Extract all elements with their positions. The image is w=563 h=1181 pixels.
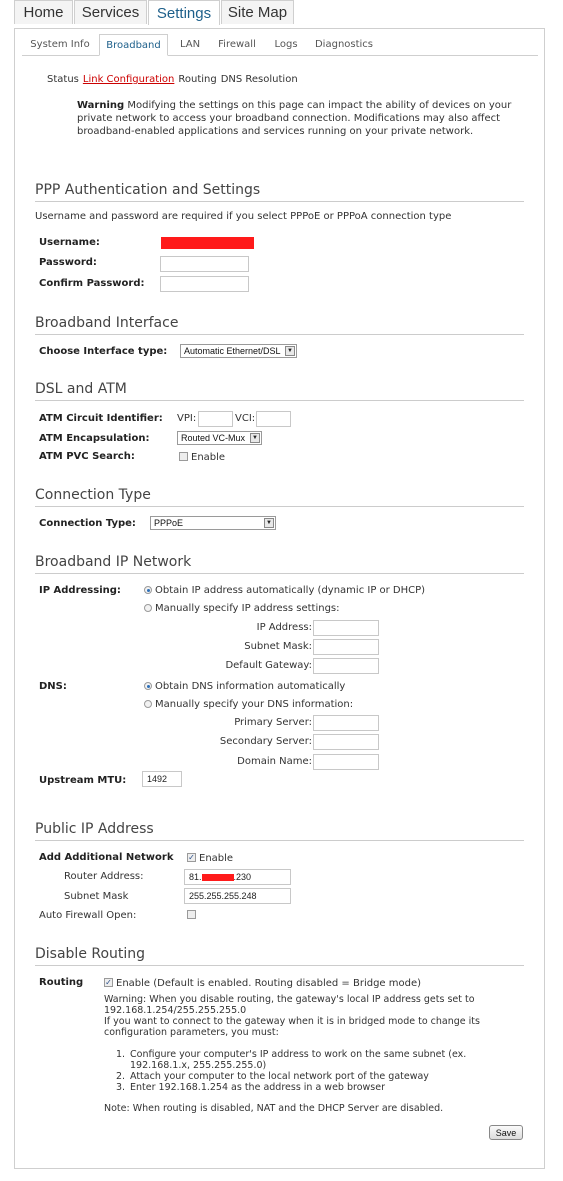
router-address-field[interactable] xyxy=(184,869,291,885)
step-text: Configure your computer's IP address to work on the same subnet (ex. 192.168.1.x, 255.255.255.0) xyxy=(130,1049,467,1071)
interface-type-select[interactable] xyxy=(180,344,297,358)
warning-message xyxy=(77,99,527,138)
chevron-down-icon: ▼ xyxy=(285,346,295,356)
section-routing-heading: Disable Routing xyxy=(35,946,146,962)
username-field[interactable] xyxy=(161,237,254,249)
secondary-server-field[interactable] xyxy=(313,734,379,750)
confirm-password-label: Confirm Password: xyxy=(39,278,145,289)
subnet-mask-field[interactable] xyxy=(313,639,379,655)
pvc-search-enable-label: Enable xyxy=(191,452,226,463)
secondary-server-label: Secondary Server: xyxy=(219,736,312,747)
routing-label: Routing xyxy=(39,977,84,988)
routing-note: Note: When routing is disabled, NAT and the DHCP Server are disabled. xyxy=(104,1103,444,1114)
top-tab-home[interactable]: Home xyxy=(14,0,73,24)
top-tab-site-map[interactable]: Site Map xyxy=(221,0,294,24)
save-button[interactable]: Save xyxy=(489,1125,523,1140)
routing-warning-line3: If you want to connect to the gateway when it is in bridged mode to change its configuration parameters, you must: xyxy=(104,1016,480,1038)
ppp-note: Username and password are required if you select PPPoE or PPPoA connection type xyxy=(35,211,452,222)
subnav-dns-resolution[interactable]: DNS Resolution xyxy=(220,74,298,85)
section-divider xyxy=(35,506,524,507)
add-network-enable-label: Enable xyxy=(199,853,234,864)
ip-address-field[interactable] xyxy=(313,620,379,636)
top-tab-services[interactable]: Services xyxy=(74,0,147,24)
connection-type-label: Connection Type: xyxy=(39,518,136,529)
add-network-checkbox[interactable]: ✓ xyxy=(188,853,195,862)
atm-encapsulation-label: ATM Encapsulation: xyxy=(39,433,150,444)
step-number: 3. xyxy=(116,1082,126,1093)
step-text: Attach your computer to the local network port of the gateway xyxy=(130,1071,429,1082)
chevron-down-icon: ▼ xyxy=(264,518,274,528)
tab-broadband[interactable]: Broadband xyxy=(99,34,168,56)
tab-diagnostics[interactable]: Diagnostics xyxy=(314,39,374,50)
auto-ip-radio[interactable] xyxy=(144,586,152,594)
ip-address-label: IP Address: xyxy=(256,622,312,633)
section-divider xyxy=(35,201,524,202)
tab-logs[interactable]: Logs xyxy=(274,39,298,50)
dns-label: DNS: xyxy=(39,681,67,692)
username-label: Username: xyxy=(39,237,100,248)
list-item xyxy=(116,1082,516,1093)
section-connection-heading: Connection Type xyxy=(35,487,151,503)
warning-title: Warning xyxy=(77,100,125,111)
step-number: 2. xyxy=(116,1071,126,1082)
atm-encapsulation-select[interactable] xyxy=(177,431,262,445)
routing-enable-label: Enable (Default is enabled. Routing disabled = Bridge mode) xyxy=(116,978,422,989)
pvc-search-checkbox[interactable] xyxy=(179,452,188,461)
public-subnet-label: Subnet Mask xyxy=(64,891,129,902)
warning-text: Modifying the settings on this page can impact the ability of devices on your private network to access your broadband connection. Modifications may also affect broadband-enabled applications and services running on your private network. xyxy=(77,100,512,137)
domain-name-label: Domain Name: xyxy=(237,756,312,767)
router-address-label: Router Address: xyxy=(64,871,144,882)
manual-dns-label: Manually specify your DNS information: xyxy=(155,699,354,710)
upstream-mtu-field[interactable]: 1492 xyxy=(142,771,182,787)
atm-circuit-label: ATM Circuit Identifier: xyxy=(39,413,163,424)
default-gateway-field[interactable] xyxy=(313,658,379,674)
auto-firewall-checkbox[interactable] xyxy=(187,910,196,919)
manual-ip-label: Manually specify IP address settings: xyxy=(155,603,340,614)
subnav-link-configuration[interactable]: Link Configuration xyxy=(82,74,175,85)
subnav-status[interactable]: Status xyxy=(47,74,79,85)
list-item xyxy=(116,1049,516,1071)
subnet-mask-label: Subnet Mask: xyxy=(244,641,312,652)
section-ppp-heading: PPP Authentication and Settings xyxy=(35,182,261,198)
atm-pvc-search-label: ATM PVC Search: xyxy=(39,451,135,462)
connection-type-select[interactable] xyxy=(150,516,276,530)
vpi-label: VPI: xyxy=(177,413,197,424)
auto-firewall-label: Auto Firewall Open: xyxy=(39,910,137,921)
routing-checkbox[interactable]: ✓ xyxy=(105,978,112,987)
auto-dns-label: Obtain DNS information automatically xyxy=(155,681,346,692)
default-gateway-label: Default Gateway: xyxy=(225,660,312,671)
section-dsl-heading: DSL and ATM xyxy=(35,381,127,397)
auto-ip-label: Obtain IP address automatically (dynamic IP or DHCP) xyxy=(155,585,426,596)
router-address-prefix: 81. xyxy=(189,872,202,882)
section-divider xyxy=(35,840,524,841)
routing-steps xyxy=(116,1049,516,1093)
section-divider xyxy=(35,965,524,966)
list-item xyxy=(116,1071,516,1082)
routing-warning-line1: Warning: When you disable routing, the gateway's local IP address gets set to xyxy=(104,994,475,1005)
section-divider xyxy=(35,400,524,401)
atm-encapsulation-value: Routed VC-Mux xyxy=(181,433,246,443)
section-divider xyxy=(35,573,524,574)
upstream-mtu-label: Upstream MTU: xyxy=(39,775,127,786)
vpi-field[interactable] xyxy=(198,411,233,427)
section-ip-network-heading: Broadband IP Network xyxy=(35,554,192,570)
public-subnet-field[interactable]: 255.255.255.248 xyxy=(184,888,291,904)
auto-dns-radio[interactable] xyxy=(144,682,152,690)
vci-field[interactable] xyxy=(256,411,291,427)
connection-type-value: PPPoE xyxy=(154,518,184,528)
vci-label: VCI: xyxy=(235,413,256,424)
router-address-suffix: .230 xyxy=(233,872,252,882)
manual-dns-radio[interactable] xyxy=(144,700,152,708)
section-divider xyxy=(35,334,524,335)
password-label: Password: xyxy=(39,257,97,268)
section-interface-heading: Broadband Interface xyxy=(35,315,179,331)
subnav-routing[interactable]: Routing xyxy=(178,74,217,85)
tab-lan[interactable]: LAN xyxy=(179,39,201,50)
primary-server-field[interactable] xyxy=(313,715,379,731)
interface-type-value: Automatic Ethernet/DSL xyxy=(184,346,281,356)
tab-system-info[interactable]: System Info xyxy=(30,39,90,50)
subnav xyxy=(47,74,302,85)
step-number: 1. xyxy=(116,1049,126,1060)
manual-ip-radio[interactable] xyxy=(144,604,152,612)
routing-warning-line2: 192.168.1.254/255.255.255.0 xyxy=(104,1005,247,1016)
tab-firewall[interactable]: Firewall xyxy=(218,39,256,50)
confirm-password-field[interactable] xyxy=(160,276,249,292)
domain-name-field[interactable] xyxy=(313,754,379,770)
routing-warning xyxy=(104,994,524,1038)
primary-server-label: Primary Server: xyxy=(234,717,312,728)
section-public-ip-heading: Public IP Address xyxy=(35,821,154,837)
top-tab-settings[interactable]: Settings xyxy=(148,0,220,25)
add-network-label: Add Additional Network xyxy=(39,852,174,863)
interface-type-label: Choose Interface type: xyxy=(39,346,168,357)
ip-addressing-label: IP Addressing: xyxy=(39,585,121,596)
chevron-down-icon: ▼ xyxy=(250,433,260,443)
router-address-redaction xyxy=(202,874,234,881)
step-text: Enter 192.168.1.254 as the address in a web browser xyxy=(130,1082,385,1093)
password-field[interactable] xyxy=(160,256,249,272)
